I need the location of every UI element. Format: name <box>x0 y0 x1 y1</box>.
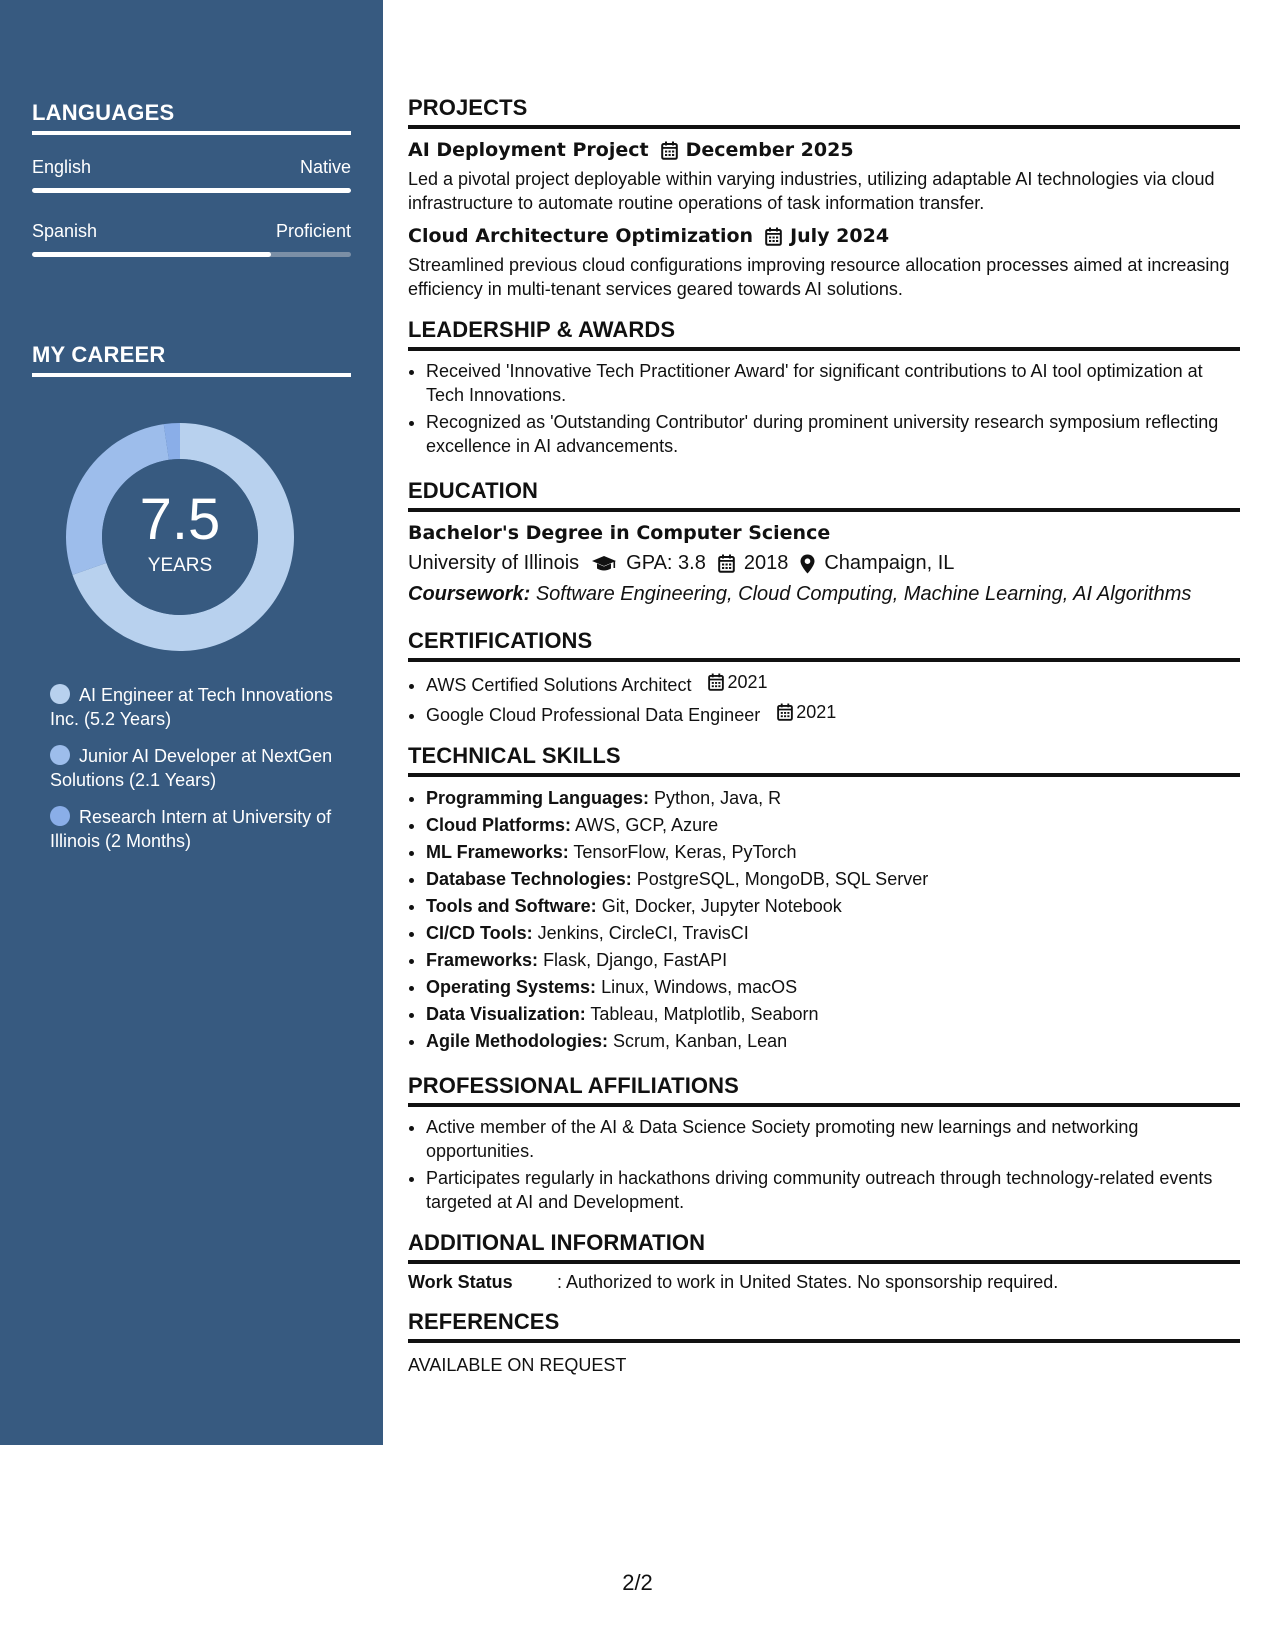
certification-year: 2021 <box>727 672 768 692</box>
language-proficiency-fill <box>32 188 351 193</box>
affiliations-section <box>408 1073 1240 1214</box>
affiliations-list <box>408 1115 1240 1214</box>
work-status-label: Work Status <box>408 1272 513 1292</box>
legend-dot <box>50 806 70 826</box>
skill-label: CI/CD Tools: <box>426 923 533 943</box>
certification-name: Google Cloud Professional Data Engineer <box>426 705 761 725</box>
section-title: LEADERSHIP & AWARDS <box>408 317 1240 351</box>
section-title: PROFESSIONAL AFFILIATIONS <box>408 1073 1240 1107</box>
skill-label: Cloud Platforms: <box>426 815 572 835</box>
skill-value: AWS, GCP, Azure <box>575 815 719 835</box>
language-name: English <box>32 157 92 177</box>
skill-value: PostgreSQL, MongoDB, SQL Server <box>636 869 929 889</box>
career-item <box>50 805 340 853</box>
project-item <box>408 139 1240 215</box>
career-item <box>50 683 340 731</box>
additional-info-section <box>408 1230 1240 1293</box>
language-proficiency-fill <box>32 252 271 257</box>
skill-label: Programming Languages: <box>426 788 650 808</box>
languages-title: LANGUAGES <box>32 100 351 135</box>
calendar-icon <box>661 141 678 160</box>
projects-section <box>408 95 1240 301</box>
language-proficiency-bar <box>32 252 351 257</box>
career-donut-chart <box>66 423 294 651</box>
list-item: • Recognized as 'Outstanding Contributor' during prominent university research symposium reflecting excellence in AI advancements. <box>426 410 1240 458</box>
legend-dot <box>50 684 70 704</box>
page-number: 2/2 <box>622 1570 653 1595</box>
education-gpa: GPA: 3.8 <box>626 552 706 574</box>
skill-value: Scrum, Kanban, Lean <box>613 1031 788 1051</box>
certification-name: AWS Certified Solutions Architect <box>426 675 692 695</box>
calendar-icon <box>708 673 724 691</box>
skill-label: Tools and Software: <box>426 896 597 916</box>
certification-year: 2021 <box>796 702 837 722</box>
calendar-icon <box>777 703 793 721</box>
project-description: Streamlined previous cloud configurations improving resource allocation processes aimed at increasing efficiency in multi-tenant services geared towards AI solutions. <box>408 255 1230 299</box>
list-item <box>426 921 1240 945</box>
section-title: ADDITIONAL INFORMATION <box>408 1230 1240 1264</box>
skill-value: Linux, Windows, macOS <box>601 977 798 997</box>
section-title: EDUCATION <box>408 478 1240 512</box>
skill-value: Tableau, Matplotlib, Seaborn <box>590 1004 819 1024</box>
skill-label: ML Frameworks: <box>426 842 569 862</box>
education-meta <box>408 552 1240 575</box>
section-title: REFERENCES <box>408 1309 1240 1343</box>
calendar-icon <box>718 554 735 573</box>
career-years-label: YEARS <box>147 555 213 576</box>
career-title: MY CAREER <box>32 342 351 377</box>
list-item <box>426 867 1240 891</box>
languages-section <box>32 100 351 257</box>
list-item: • Participates regularly in hackathons driving community outreach through technology-related events targeted at AI and Development. <box>426 1166 1240 1214</box>
list-item <box>426 670 1240 697</box>
language-item-english <box>32 157 351 193</box>
list-item <box>426 975 1240 999</box>
career-item-text: Junior AI Developer at NextGen Solutions (2.1 Years) <box>50 746 333 790</box>
skill-label: Database Technologies: <box>426 869 632 889</box>
education-section <box>408 478 1240 606</box>
list-item <box>426 948 1240 972</box>
skills-list <box>408 786 1240 1053</box>
project-name: AI Deployment Project <box>408 139 649 161</box>
language-level: Native <box>299 157 351 177</box>
project-item <box>408 225 1240 301</box>
project-name: Cloud Architecture Optimization <box>408 225 754 247</box>
references-text: AVAILABLE ON REQUEST <box>408 1355 627 1375</box>
skill-value: Git, Docker, Jupyter Notebook <box>601 896 842 916</box>
list-item: • Active member of the AI & Data Science Society promoting new learnings and networking opportunities. <box>426 1115 1240 1163</box>
career-total-years: 7.5 <box>139 487 221 552</box>
work-status-value: : Authorized to work in United States. No sponsorship required. <box>557 1272 1059 1292</box>
work-status-row <box>408 1272 1240 1293</box>
project-date: December 2025 <box>685 139 854 161</box>
language-item-spanish <box>32 221 351 257</box>
list-item <box>426 813 1240 837</box>
graduation-cap-icon <box>591 555 617 573</box>
skill-value: Jenkins, CircleCI, TravisCI <box>537 923 749 943</box>
skill-value: TensorFlow, Keras, PyTorch <box>573 842 797 862</box>
leadership-list <box>408 359 1240 458</box>
map-pin-icon <box>800 554 815 574</box>
certifications-list <box>408 670 1240 727</box>
career-item <box>50 744 340 792</box>
career-section <box>32 342 351 377</box>
skill-label: Data Visualization: <box>426 1004 586 1024</box>
education-school: University of Illinois <box>408 552 580 574</box>
list-item <box>426 1029 1240 1053</box>
list-item <box>426 840 1240 864</box>
education-degree: Bachelor's Degree in Computer Science <box>408 522 831 544</box>
technical-skills-section <box>408 743 1240 1053</box>
coursework-value: Software Engineering, Cloud Computing, Machine Learning, AI Algorithms <box>535 583 1192 605</box>
project-description: Led a pivotal project deployable within varying industries, utilizing adaptable AI technologies via cloud infrastructure to automate routine operations of task information transfer. <box>408 169 1215 213</box>
education-coursework <box>408 583 1240 606</box>
skill-value: Flask, Django, FastAPI <box>543 950 728 970</box>
skill-value: Python, Java, R <box>654 788 782 808</box>
certifications-section <box>408 628 1240 727</box>
language-proficiency-bar <box>32 188 351 193</box>
career-list <box>50 683 340 866</box>
section-title: PROJECTS <box>408 95 1240 129</box>
references-section <box>408 1309 1240 1376</box>
leadership-section <box>408 317 1240 458</box>
language-level: Proficient <box>275 221 351 241</box>
coursework-label: Coursework: <box>408 583 531 605</box>
section-title: CERTIFICATIONS <box>408 628 1240 662</box>
education-location: Champaign, IL <box>824 552 955 574</box>
sidebar <box>0 0 383 1445</box>
section-title: TECHNICAL SKILLS <box>408 743 1240 777</box>
project-date: July 2024 <box>790 225 890 247</box>
list-item <box>426 700 1240 727</box>
legend-dot <box>50 745 70 765</box>
main-content <box>408 95 1240 1392</box>
list-item <box>426 1002 1240 1026</box>
skill-label: Agile Methodologies: <box>426 1031 608 1051</box>
education-year: 2018 <box>743 552 789 574</box>
list-item: • Received 'Innovative Tech Practitioner Award' for significant contributions to AI tool optimization at Tech Innovations. <box>426 359 1240 407</box>
career-item-text: AI Engineer at Tech Innovations Inc. (5.2 Years) <box>50 685 333 729</box>
list-item <box>426 786 1240 810</box>
skill-label: Frameworks: <box>426 950 539 970</box>
list-item <box>426 894 1240 918</box>
calendar-icon <box>765 227 782 246</box>
career-item-text: Research Intern at University of Illinois (2 Months) <box>50 807 332 851</box>
language-name: Spanish <box>32 221 98 241</box>
skill-label: Operating Systems: <box>426 977 597 997</box>
